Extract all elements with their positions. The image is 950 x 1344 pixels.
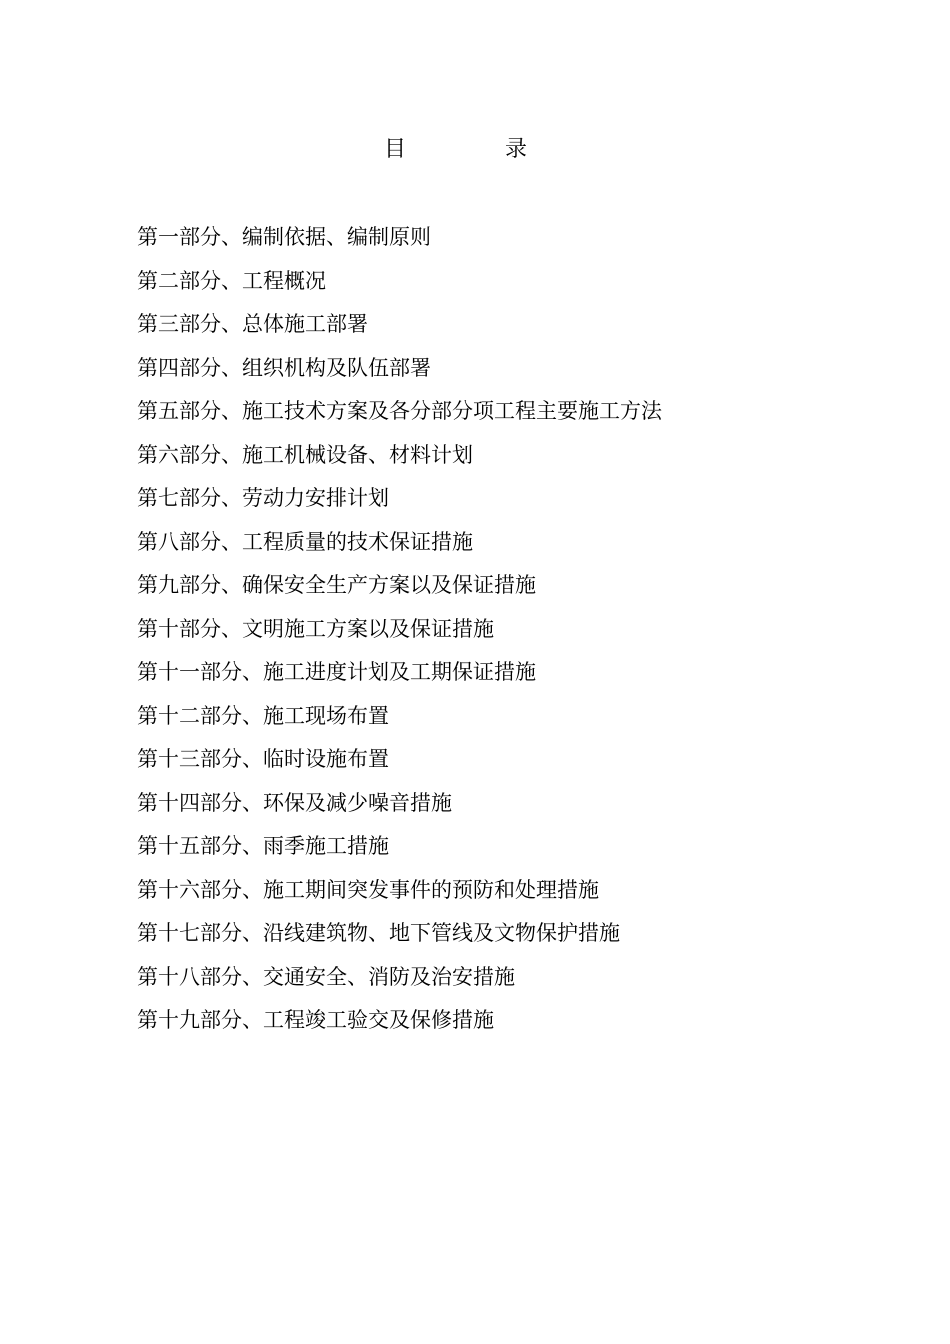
toc-item: 第一部分、编制依据、编制原则: [137, 225, 431, 249]
toc-item: 第十八部分、交通安全、消防及治安措施: [137, 964, 515, 989]
toc-item: 第十三部分、临时设施布置: [137, 747, 389, 771]
toc-item: 第十二部分、施工现场布置: [137, 703, 389, 728]
toc-item: 第二部分、工程概况: [137, 268, 326, 293]
toc-item: 第四部分、组织机构及队伍部署: [137, 355, 431, 380]
toc-item: 第八部分、工程质量的技术保证措施: [137, 529, 473, 554]
toc-item: 第十九部分、工程竣工验交及保修措施: [137, 1008, 494, 1032]
toc-item: 第六部分、施工机械设备、材料计划: [137, 442, 473, 467]
toc-item: 第五部分、施工技术方案及各分部分项工程主要施工方法: [137, 399, 662, 423]
toc-item: 第三部分、总体施工部署: [137, 312, 368, 336]
toc-item: 第七部分、劳动力安排计划: [137, 486, 389, 510]
toc-item: 第十七部分、沿线建筑物、地下管线及文物保护措施: [137, 921, 620, 945]
toc-item: 第十一部分、施工进度计划及工期保证措施: [137, 660, 536, 684]
toc-item: 第十四部分、环保及减少噪音措施: [137, 790, 452, 815]
title-char: 录: [505, 137, 528, 162]
table-of-contents: [137, 220, 837, 1047]
page-title: [384, 134, 544, 166]
toc-item: 第九部分、确保安全生产方案以及保证措施: [137, 573, 536, 597]
title-char: 目: [384, 137, 407, 162]
toc-item: 第十六部分、施工期间突发事件的预防和处理措施: [137, 877, 599, 902]
toc-item: 第十五部分、雨季施工措施: [137, 834, 389, 858]
toc-item: 第十部分、文明施工方案以及保证措施: [137, 616, 494, 641]
